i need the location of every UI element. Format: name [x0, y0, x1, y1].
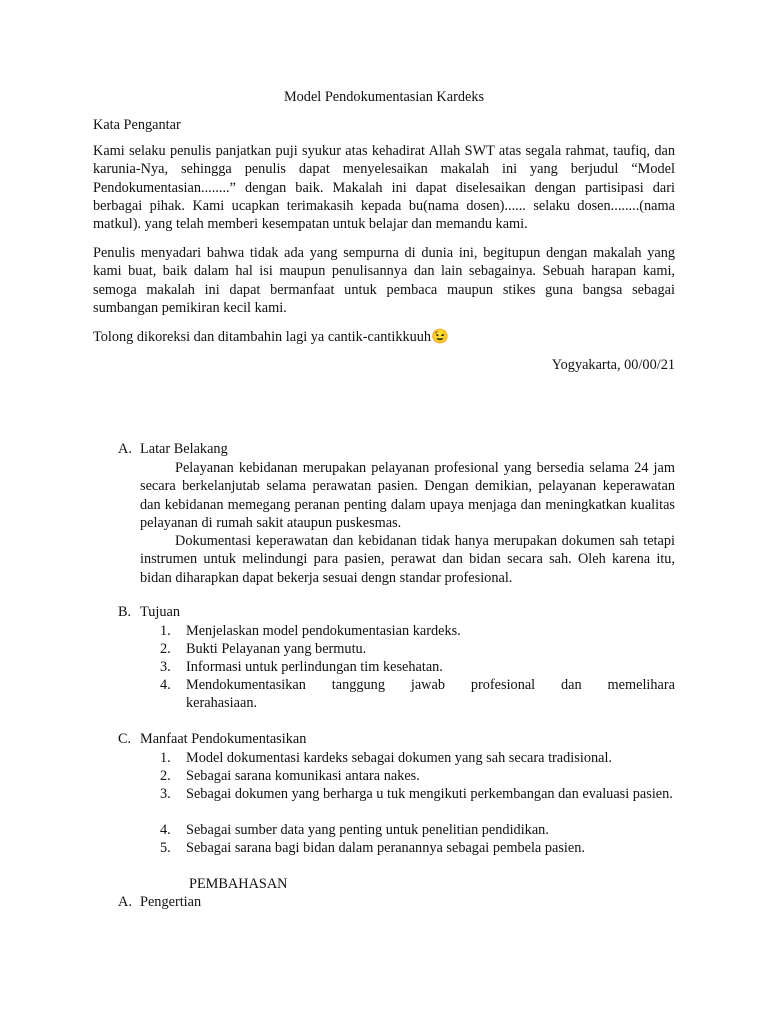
document-title: Model Pendokumentasian Kardeks — [283, 89, 485, 105]
list-item: Bukti Pelayanan yang bermutu. — [186, 641, 367, 657]
list-item-number: 1. — [160, 750, 171, 766]
section-letter: C. — [118, 731, 132, 747]
pembahasan-heading: PEMBAHASAN — [189, 876, 288, 892]
list-item: Model dokumentasi kardeks sebagai dokumen yang sah secara tradisional. — [186, 750, 613, 766]
section-letter: A. — [118, 894, 132, 910]
list-item-number: 3. — [160, 786, 171, 802]
list-item: Informasi untuk perlindungan tim kesehatan. — [186, 659, 443, 675]
list-item-number: 5. — [160, 840, 171, 856]
section-title-tujuan: Tujuan — [140, 604, 180, 620]
list-item-line-1: Mendokumentasikan tanggung jawab profesional dan memelihara — [186, 677, 675, 693]
section-letter: A. — [118, 441, 132, 457]
list-item: Sebagai sarana komunikasi antara nakes. — [186, 768, 420, 784]
place-date: Yogyakarta, 00/00/21 — [551, 357, 675, 373]
preface-heading: Kata Pengantar — [93, 117, 181, 133]
background-paragraph-2: Dokumentasi keperawatan dan kebidanan tidak hanya merupakan dokumen sah tetapi instrumen untuk melindungi para pasien, perawat dan bidan secara sah. Oleh karena itu, bidan diharapkan dapat bekerja sesuai dengn standar profesional. — [140, 533, 675, 586]
section-title-latar-belakang: Latar Belakang — [140, 441, 228, 457]
preface-paragraph-2: Penulis menyadari bahwa tidak ada yang sempurna di dunia ini, begitupun dengan makalah yang kami buat, baik dalam hal isi maupun penulisannya dan lain sebagainya. Sebuah harapan kami, semoga makalah ini dapat bermanfaat untuk pembaca maupun stikes guna bangsa sebagai sumbangan pemikiran kecil kami. — [93, 245, 675, 316]
list-item: Sebagai dokumen yang berharga u tuk mengikuti perkembangan dan evaluasi pasien. — [186, 786, 673, 802]
preface-closing-note: Tolong dikoreksi dan ditambahin lagi ya cantik-cantikkuuh😉 — [93, 329, 449, 345]
list-item-number: 3. — [160, 659, 171, 675]
preface-paragraph-1: Kami selaku penulis panjatkan puji syukur atas kehadirat Allah SWT atas segala rahmat, taufiq, dan karunia-Nya, sehingga penulis dapat menyelesaikan makalah ini yang berjudul “Model Pendokumentasian........” dengan baik. Makalah ini dapat diselesaikan dengan partisipasi dari berbagai pihak. Kami ucapkan terimakasih kepada bu(nama dosen)...... selaku dosen........(nama matkul). yang telah memberi kesempatan untuk belajar dan memandu kami. — [93, 143, 675, 233]
list-item-number: 4. — [160, 822, 171, 838]
list-item: Sebagai sumber data yang penting untuk penelitian pendidikan. — [186, 822, 549, 838]
list-item-number: 1. — [160, 623, 171, 639]
list-item: Sebagai sarana bagi bidan dalam peranannya sebagai pembela pasien. — [186, 840, 585, 856]
background-paragraph-1: Pelayanan kebidanan merupakan pelayanan profesional yang bersedia selama 24 jam secara berkelanjutab selama perawatan pasien. Dengan demikian, pelayanan keperawatan dan kebidanan memegang peranan penting dalam upaya menjaga dan meningkatkan kualitas pelayanan di rumah sakit ataupun puskesmas. — [140, 460, 675, 531]
list-item: Menjelaskan model pendokumentasian kardeks. — [186, 623, 461, 639]
section-title-pengertian: Pengertian — [140, 894, 202, 910]
section-title-manfaat: Manfaat Pendokumentasikan — [140, 731, 307, 747]
section-letter: B. — [118, 604, 132, 620]
list-item-number: 2. — [160, 641, 171, 657]
list-item-line-2: kerahasiaan. — [186, 695, 258, 711]
list-item-number: 2. — [160, 768, 171, 784]
list-item-number: 4. — [160, 677, 171, 693]
